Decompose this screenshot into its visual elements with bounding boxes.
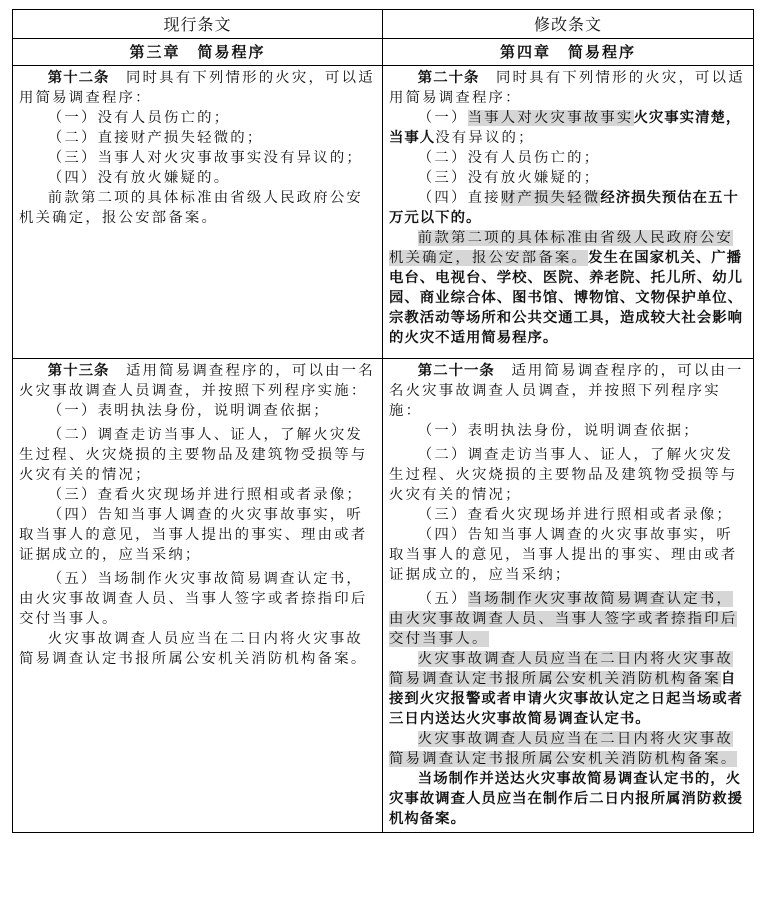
comparison-table [12,9,754,833]
article-text: 同时具有下列情形的火灾，可以适用简易调查程序： [19,70,375,106]
list-item [389,589,747,649]
list-item: （四）告知当事人调查的火灾事故事实，听取当事人的意见，当事人提出的事实、理由或者证据成立的，应当采纳； [389,527,738,583]
paragraph: 火灾事故调查人员应当在二日内将火灾事故简易调查认定书报所属公安机关消防机构备案。 [19,631,368,667]
chapter-revised: 第四章 简易程序 [383,39,754,66]
list-item: （二）调查走访当事人、证人，了解火灾发生过程、火灾烧损的主要物品及建筑物受损等与火灾有关的情况； [389,447,738,503]
article-number: 第二十一条 [417,363,495,379]
cell-current-article-13 [13,359,383,833]
list-item: （四）没有放火嫌疑的。 [47,170,231,186]
list-item: （三）查看火灾现场并进行照相或者录像； [47,487,364,503]
table-row [13,66,754,359]
deleted-text: 火灾事故调查人员应当在二日内将火灾事故简易调查认定书报所属公安机关消防机构备案 [389,651,734,687]
list-text: （四）直接 [417,190,501,206]
paragraph [389,649,747,729]
added-text: 火灾事实清楚，当事人 [389,110,742,146]
article-number: 第十二条 [47,70,110,86]
article-text: 适用简易调查程序的，可以由一名火灾事故调查人员调查，并按照下列程序实施： [19,363,375,399]
deleted-text: 财产损失轻微 [500,190,601,206]
list-item: （三）查看火灾现场并进行照相或者录像； [417,507,734,523]
list-item: （四）告知当事人调查的火灾事故事实，听取当事人的意见，当事人提出的事实、理由或者证据成立的，应当采纳； [19,507,368,563]
list-marker: （一） [417,110,468,126]
deleted-text: 前款第二项的具体标准由省级人民政府公安机关确定，报公安部备案。 [389,230,734,266]
list-marker: （五） [417,591,468,607]
list-item: （二）没有人员伤亡的； [417,150,601,166]
cell-current-article-12 [13,66,383,359]
list-item: （一）表明执法身份，说明调查依据； [417,423,700,439]
table-row [13,359,754,833]
cell-revised-article-20 [383,66,754,359]
added-text: 经济损失预估在五十万元以下的。 [389,190,739,226]
header-row [13,10,754,39]
chapter-current: 第三章 简易程序 [13,39,383,66]
header-current: 现行条文 [13,10,383,39]
list-item: （三）没有放火嫌疑的； [417,170,601,186]
deleted-text: 火灾事故调查人员应当在二日内将火灾事故简易调查认定书报所属公安机关消防机构备案。 [389,731,738,767]
added-text: 发生在国家机关、广播电台、电视台、学校、医院、养老院、托儿所、幼儿园、商业综合体、图书馆、博物馆、文物保护单位、宗教活动等场所和公共交通工具，造成较大社会影响的火灾不适用简易程序。 [389,250,743,346]
added-text: 自接到火灾报警或者申请火灾事故认定之日起当场或者三日内送达火灾事故简易调查认定书。 [389,671,743,727]
list-item: （一）表明执法身份，说明调查依据； [47,403,330,419]
paragraph [389,729,747,769]
article-number: 第十三条 [47,363,110,379]
list-item: （五）当场制作火灾事故简易调查认定书，由火灾事故调查人员、当事人签字或者捺指印后交付当事人。 [19,571,368,627]
list-item: （二）直接财产损失轻微的； [47,130,264,146]
list-item: （三）当事人对火灾事故事实没有异议的； [47,150,364,166]
list-item: （一）没有人员伤亡的； [47,110,231,126]
list-item [389,108,747,148]
article-text: 同时具有下列情形的火灾，可以适用简易调查程序： [389,70,745,106]
article-paragraph [389,361,747,421]
article-paragraph [19,361,376,401]
list-text: 没有异议的； [435,130,535,146]
article-paragraph [389,68,747,108]
paragraph [389,228,747,348]
chapter-row [13,39,754,66]
article-text: 适用简易调查程序的，可以由一名火灾事故调查人员调查，并按照下列程序实施： [389,363,744,419]
article-paragraph [19,68,376,108]
paragraph [389,769,747,829]
cell-revised-article-21 [383,359,754,833]
deleted-text: 当事人对火灾事故事实 [467,110,634,126]
added-text: 当场制作并送达火灾事故简易调查认定书的，火灾事故调查人员应当在制作后二日内报所属消防救援机构备案。 [389,771,743,827]
list-item: （二）调查走访当事人、证人，了解火灾发生过程、火灾烧损的主要物品及建筑物受损等与火灾有关的情况； [19,427,368,483]
list-item [389,188,747,228]
paragraph: 前款第二项的具体标准由省级人民政府公安机关确定，报公安部备案。 [19,190,364,226]
article-number: 第二十条 [417,70,480,86]
deleted-text: 当场制作火灾事故简易调查认定书，由火灾事故调查人员、当事人签字或者捺指印后交付当事人。 [389,591,738,647]
header-revised: 修改条文 [383,10,754,39]
